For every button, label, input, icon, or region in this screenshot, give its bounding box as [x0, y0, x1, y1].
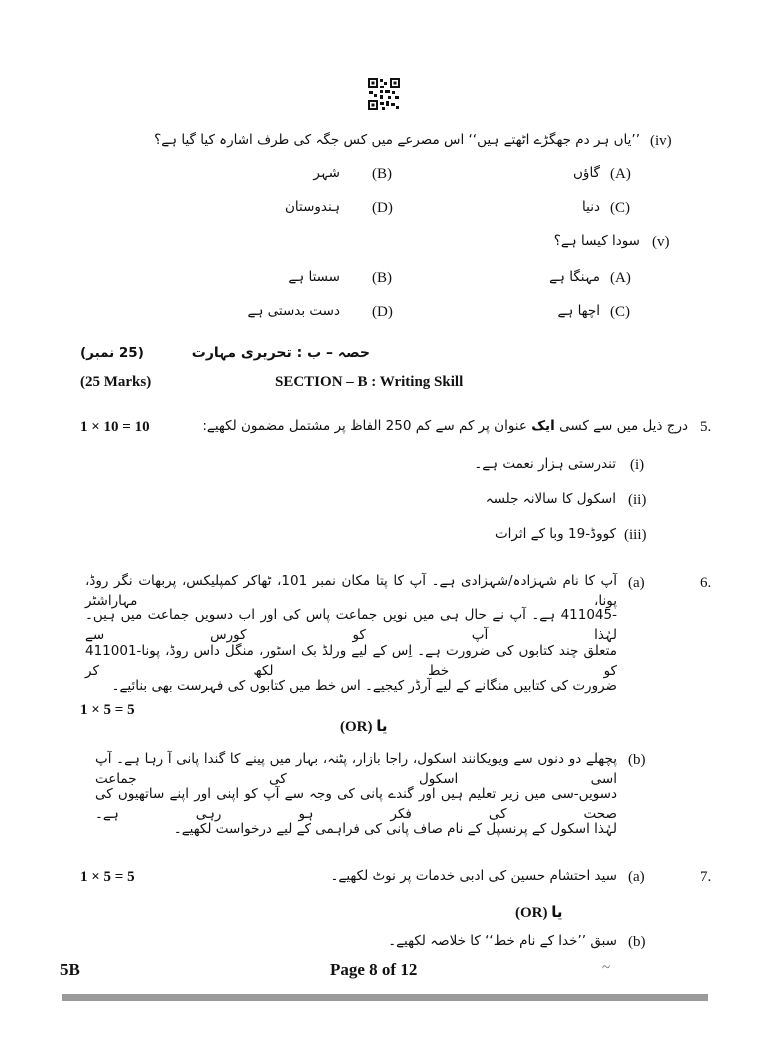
question-text: سید احتشام حسین کی ادبی خدمات پر نوٹ لکھیے۔ [330, 868, 617, 884]
paragraph-line: لہٰذا اسکول کے پرنسپل کے نام صاف پانی کی فراہمی کے لیے درخواست لکھیے۔ [173, 821, 617, 837]
item-label: (i) [630, 457, 645, 473]
part-label: (a) [628, 869, 645, 885]
option-label: (A) [610, 270, 631, 286]
item-text: کووڈ-19 وبا کے اثرات [494, 526, 616, 542]
question-text [202, 416, 688, 436]
option-text: شہر [313, 165, 340, 181]
section-title: SECTION – B : Writing Skill [275, 374, 464, 390]
section-marks-urdu: (25 نمبر) [80, 345, 144, 361]
option-label: (C) [610, 304, 630, 320]
marks: 1 × 5 = 5 [80, 869, 135, 885]
or-label [340, 716, 388, 737]
paragraph-line: ضرورت کی کتابیں منگانے کے لیے آرڈر کیجیے۔ اس خط میں کتابوں کی فہرست بھی بنائیے۔ [111, 678, 617, 694]
question-text: سبق ’’خدا کے نام خط‘‘ کا خلاصہ لکھیے۔ [388, 933, 617, 949]
part-label: (a) [628, 575, 645, 591]
paragraph-line: دسویں-سی میں زیر تعلیم ہیں اور گندے پانی کی وجہ سے آپ کو اپنی اور اپنے ساتھیوں کی صحت کی فکر ہو رہی ہے۔ [95, 786, 617, 822]
or-label [515, 902, 563, 923]
text: عنوان پر کم سے کم 250 الفاظ پر مشتمل مضمون لکھیے: [202, 418, 527, 434]
or-english: (OR) [340, 719, 373, 735]
option-text: مہنگا ہے [549, 269, 600, 285]
or-urdu: یا [551, 903, 563, 921]
paper-code: 5B [60, 960, 80, 979]
footer-mark: ~ [602, 960, 611, 976]
option-label: (D) [372, 304, 393, 320]
option-label: (A) [610, 166, 631, 182]
question-text: سودا کیسا ہے؟ [553, 233, 640, 249]
question-number: (iv) [650, 133, 672, 149]
paragraph-line: متعلق چند کتابوں کی ضرورت ہے۔ اِس کے لیے ورلڈ بک اسٹور، منگل داس روڈ، پونا-411001 کو خط لکھ کر [85, 643, 617, 679]
or-english: (OR) [515, 905, 548, 921]
footer-rule [62, 994, 708, 1001]
option-text: دنیا [582, 199, 600, 215]
paragraph-line: -411045 ہے۔ آپ نے حال ہی میں نویں جماعت پاس کی اور اب دسویں جماعت میں ہیں۔ لہٰذا آپ کو کورس سے [85, 607, 617, 643]
marks: 1 × 5 = 5 [80, 702, 135, 718]
item-label: (ii) [628, 492, 647, 508]
option-label: (B) [372, 270, 392, 286]
section-title-urdu: حصہ – ب : تحریری مہارت [191, 345, 370, 361]
text: درج ذیل میں سے کسی [559, 418, 688, 434]
page-number: Page 8 of 12 [330, 960, 418, 979]
question-text: ’’یاں ہر دم جھگڑے اٹھتے ہیں‘‘ اس مصرعے میں کس جگہ کی طرف اشارہ کیا گیا ہے؟ [154, 132, 640, 148]
emphasis: ایک [531, 418, 555, 434]
question-number: .7 [700, 869, 712, 885]
section-marks: (25 Marks) [80, 374, 152, 390]
paragraph-line: پچھلے دو دنوں سے ویویکانند اسکول، راجا بازار، پٹنہ، بہار میں پینے کا گندا پانی آ رہا ہے۔ آپ اسی اسکول کی جماعت [95, 751, 617, 787]
item-text: اسکول کا سالانہ جلسہ [485, 491, 616, 507]
part-label: (b) [628, 934, 646, 950]
option-label: (D) [372, 200, 393, 216]
qr-code [368, 78, 400, 110]
option-text: سستا ہے [288, 269, 340, 285]
item-label: (iii) [624, 527, 647, 543]
option-text: اچھا ہے [557, 303, 600, 319]
option-label: (B) [372, 166, 392, 182]
marks: 1 × 10 = 10 [80, 419, 150, 435]
part-label: (b) [628, 752, 646, 768]
item-text: تندرستی ہزار نعمت ہے۔ [474, 456, 616, 472]
option-text: دست بدستی ہے [247, 303, 340, 319]
paragraph-line: آپ کا نام شہزادہ/شہزادی ہے۔ آپ کا پتا مکان نمبر 101، ٹھاکر کمپلیکس، پربھات نگر روڈ، پونا، مہاراشٹر [85, 573, 617, 609]
option-text: ہندوستان [284, 199, 340, 215]
option-label: (C) [610, 200, 630, 216]
or-urdu: یا [376, 717, 388, 735]
question-number: .6 [700, 575, 712, 591]
option-text: گاؤں [573, 165, 600, 181]
question-number: .5 [700, 419, 712, 435]
question-number: (v) [652, 234, 670, 250]
